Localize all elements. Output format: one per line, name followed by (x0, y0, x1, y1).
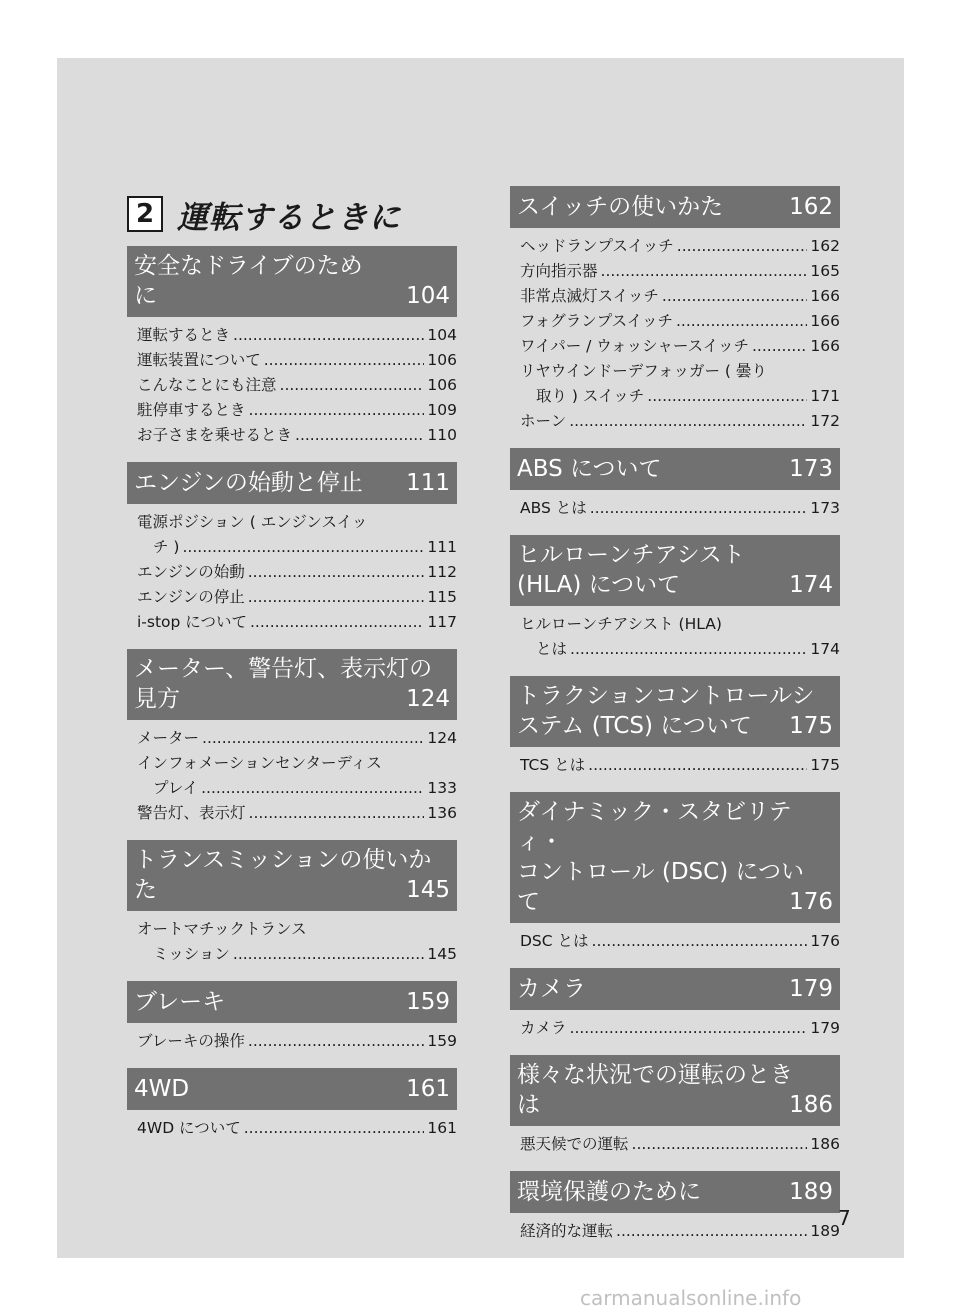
entry-page: 166 (810, 287, 840, 305)
section-title: ブレーキ (134, 989, 226, 1015)
dot-leader (588, 753, 807, 778)
chapter-heading (127, 192, 401, 236)
section-page: 189 (789, 1179, 833, 1205)
entry-label: ミッション (153, 945, 230, 963)
section-title-last-row (517, 1090, 833, 1120)
dot-leader (249, 398, 425, 423)
entry-label: 警告灯、表示灯 (137, 804, 246, 822)
entry-page: 104 (427, 326, 457, 344)
section-title-line: トラクションコントロールシ (517, 683, 815, 709)
entry-page: 145 (427, 945, 457, 963)
toc-entry[interactable] (520, 753, 840, 778)
section-entries (127, 1110, 457, 1141)
entry-label: エンジンの始動 (137, 563, 245, 581)
entry-label: 4WD について (137, 1119, 241, 1137)
section-entries (510, 747, 840, 778)
section-entries (510, 228, 840, 434)
section-title-last-row (517, 887, 833, 917)
entry-page: 166 (810, 312, 840, 330)
entry-page: 162 (810, 237, 840, 255)
toc-section (510, 448, 840, 521)
toc-section (510, 792, 840, 954)
entry-label: DSC とは (520, 932, 589, 950)
entry-continuation (137, 776, 457, 801)
section-heading[interactable] (127, 840, 457, 911)
section-title-line: は (517, 1092, 540, 1118)
section-page: 145 (406, 877, 450, 903)
section-entries (127, 317, 457, 448)
entry-page: 161 (427, 1119, 457, 1137)
entry-page: 110 (427, 426, 457, 444)
entry-label: ホーン (520, 412, 567, 430)
toc-section (510, 535, 840, 662)
section-title-line: コントロール (DSC) につい (517, 859, 805, 885)
section-title-line: メーター、警告灯、表示灯の (134, 656, 433, 682)
section-heading[interactable] (510, 676, 840, 747)
entry-page: 106 (427, 376, 457, 394)
chapter-number: 2 (127, 196, 163, 232)
entry-label: 電源ポジション ( エンジンスイッ (137, 513, 368, 531)
entry-page: 106 (427, 351, 457, 369)
toc-entry[interactable] (520, 234, 840, 259)
entry-page: 166 (810, 337, 840, 355)
toc-entry[interactable] (137, 801, 457, 826)
section-page: 162 (789, 194, 833, 220)
section-entries (127, 911, 457, 967)
entry-label: 駐停車するとき (137, 401, 246, 419)
dot-leader (280, 373, 425, 398)
entry-page: 189 (810, 1222, 840, 1240)
entry-page: 186 (810, 1135, 840, 1153)
entry-page: 115 (427, 588, 457, 606)
entry-page: 176 (810, 932, 840, 950)
toc-entry[interactable] (137, 323, 457, 348)
entry-label: 経済的な運転 (520, 1222, 614, 1240)
toc-entry[interactable] (520, 1219, 840, 1244)
toc-section (510, 968, 840, 1041)
section-entries (510, 1010, 840, 1041)
toc-entry[interactable] (137, 917, 457, 967)
section-title: 4WD (134, 1076, 190, 1102)
section-page: 104 (406, 283, 450, 309)
section-title: エンジンの始動と停止 (134, 470, 363, 496)
section-title-line: に (134, 283, 157, 309)
section-heading[interactable] (127, 649, 457, 720)
section-title-last-row (134, 684, 450, 714)
entry-page: 165 (810, 262, 840, 280)
entry-label: 運転装置について (137, 351, 261, 369)
dot-leader (592, 929, 808, 954)
section-heading[interactable] (127, 246, 457, 317)
toc-entry[interactable] (520, 1016, 840, 1041)
dot-leader (590, 496, 808, 521)
toc-section (127, 246, 457, 448)
entry-page: 117 (427, 613, 457, 631)
dot-leader (233, 323, 424, 348)
entry-page: 172 (810, 412, 840, 430)
entry-label: チ ) (153, 538, 180, 556)
dot-leader (233, 942, 425, 967)
entry-label: 悪天候での運転 (520, 1135, 629, 1153)
section-page: 161 (406, 1076, 450, 1102)
entry-label: ヘッドランプスイッチ (520, 237, 674, 255)
dot-leader (601, 259, 808, 284)
entry-label: i-stop について (137, 613, 247, 631)
entry-page: 112 (427, 563, 457, 581)
dot-leader (677, 234, 808, 259)
entry-label: インフォメーションセンターディス (137, 754, 382, 772)
section-page: 173 (789, 456, 833, 482)
toc-entry[interactable] (137, 398, 457, 423)
section-entries (510, 490, 840, 521)
dot-leader (248, 585, 425, 610)
dot-leader (249, 801, 425, 826)
section-title-line: 安全なドライブのため (134, 253, 363, 279)
entry-label: ヒルローンチアシスト (HLA) (520, 615, 722, 633)
dot-leader (182, 535, 424, 560)
entry-page: 111 (427, 538, 457, 556)
section-entries (510, 1126, 840, 1157)
entry-label: メーター (137, 729, 200, 747)
entry-page: 109 (427, 401, 457, 419)
entry-page: 136 (427, 804, 457, 822)
section-page: 179 (789, 976, 833, 1002)
section-title: ABS について (517, 456, 662, 482)
entry-continuation (520, 637, 840, 662)
entry-page: 133 (427, 779, 457, 797)
section-entries (510, 606, 840, 662)
toc-entry[interactable] (520, 259, 840, 284)
entry-label: 運転するとき (137, 326, 231, 344)
toc-entry[interactable] (137, 560, 457, 585)
watermark: carmanualsonline.info (580, 1286, 802, 1310)
entry-continuation (520, 384, 840, 409)
dot-leader (295, 423, 424, 448)
toc-section (510, 1055, 840, 1157)
section-heading[interactable] (127, 981, 457, 1023)
section-heading[interactable] (510, 1171, 840, 1213)
toc-entry[interactable] (520, 1132, 840, 1157)
entry-label: お子さまを乗せるとき (137, 426, 293, 444)
entry-label: フォグランプスイッチ (520, 312, 673, 330)
toc-entry[interactable] (520, 359, 840, 409)
entry-label: エンジンの停止 (137, 588, 245, 606)
dot-leader (244, 1116, 425, 1141)
section-title-last-row (517, 711, 833, 741)
dot-leader (570, 637, 807, 662)
section-heading[interactable] (510, 792, 840, 923)
section-heading[interactable] (510, 1055, 840, 1126)
section-title-line: トランスミッションの使いか (134, 847, 432, 873)
section-page: 175 (789, 713, 833, 739)
dot-leader (632, 1132, 808, 1157)
entry-label: こんなことにも注意 (137, 376, 277, 394)
dot-leader (250, 610, 424, 635)
toc-entry[interactable] (137, 510, 457, 560)
section-entries (510, 1213, 840, 1244)
section-page: 186 (789, 1092, 833, 1118)
toc-entry[interactable] (520, 496, 840, 521)
toc-entry[interactable] (137, 1029, 457, 1054)
section-entries (127, 1023, 457, 1054)
toc-entry[interactable] (137, 726, 457, 751)
entry-page: 124 (427, 729, 457, 747)
toc-entry[interactable] (137, 751, 457, 801)
entry-label: リヤウインドーデフォッガー ( 曇り (520, 362, 767, 380)
dot-leader (202, 726, 424, 751)
dot-leader (569, 409, 807, 434)
toc-entry[interactable] (520, 284, 840, 309)
left-column (127, 246, 457, 1155)
toc-section (510, 186, 840, 434)
dot-leader (647, 384, 807, 409)
toc-section (127, 981, 457, 1054)
entry-label: ワイパー / ウォッシャースイッチ (520, 337, 749, 355)
section-title-line: ステム (TCS) について (517, 713, 752, 739)
dot-leader (570, 1016, 808, 1041)
section-entries (127, 720, 457, 826)
chapter-title: 運転するときに (177, 199, 401, 236)
entry-label: 方向指示器 (520, 262, 598, 280)
section-title-last-row (134, 281, 450, 311)
entry-page: 179 (810, 1019, 840, 1037)
section-page: 174 (789, 572, 833, 598)
section-entries (510, 923, 840, 954)
toc-section (510, 676, 840, 778)
toc-entry[interactable] (520, 409, 840, 434)
entry-page: 174 (810, 640, 840, 658)
section-title-line: ヒルローンチアシスト (517, 542, 745, 568)
page-number: 7 (838, 1206, 851, 1230)
section-title-line: 見方 (134, 686, 180, 712)
entry-page: 173 (810, 499, 840, 517)
section-heading[interactable] (127, 1068, 457, 1110)
toc-entry[interactable] (137, 585, 457, 610)
dot-leader (248, 560, 425, 585)
toc-entry[interactable] (520, 929, 840, 954)
toc-entry[interactable] (520, 334, 840, 359)
toc-entry[interactable] (137, 373, 457, 398)
entry-page: 159 (427, 1032, 457, 1050)
section-title: 環境保護のために (517, 1179, 701, 1205)
toc-entry[interactable] (137, 610, 457, 635)
section-page: 124 (406, 686, 450, 712)
section-heading[interactable] (127, 462, 457, 504)
toc-section (127, 649, 457, 826)
toc-entry[interactable] (137, 423, 457, 448)
dot-leader (616, 1219, 807, 1244)
entry-label: ABS とは (520, 499, 587, 517)
toc-section (127, 1068, 457, 1141)
section-heading[interactable] (510, 968, 840, 1010)
section-title-line: た (134, 877, 157, 903)
entry-label: オートマチックトランス (137, 920, 307, 938)
entry-continuation (137, 942, 457, 967)
section-entries (127, 504, 457, 635)
toc-entry[interactable] (137, 348, 457, 373)
dot-leader (676, 309, 807, 334)
section-page: 111 (406, 470, 450, 496)
entry-label: 非常点滅灯スイッチ (520, 287, 659, 305)
toc-section (127, 462, 457, 635)
section-heading[interactable] (510, 448, 840, 490)
dot-leader (752, 334, 807, 359)
toc-section (127, 840, 457, 967)
entry-label: 取り ) スイッチ (536, 387, 645, 405)
entry-label: カメラ (520, 1019, 567, 1037)
dot-leader (662, 284, 808, 309)
entry-page: 171 (810, 387, 840, 405)
entry-page: 175 (810, 756, 840, 774)
toc-entry[interactable] (520, 309, 840, 334)
entry-label: TCS とは (520, 756, 586, 774)
dot-leader (248, 1029, 425, 1054)
entry-label: とは (536, 640, 568, 658)
section-page: 176 (789, 889, 833, 915)
section-page: 159 (406, 989, 450, 1015)
section-title-last-row (134, 875, 450, 905)
right-column (510, 186, 840, 1258)
section-title-last-row (517, 570, 833, 600)
toc-section (510, 1171, 840, 1244)
entry-label: ブレーキの操作 (137, 1032, 245, 1050)
dot-leader (264, 348, 425, 373)
toc-entry[interactable] (137, 1116, 457, 1141)
section-title-line: ダイナミック・スタビリティ・ (517, 799, 792, 855)
section-title-line: て (517, 889, 540, 915)
dot-leader (201, 776, 424, 801)
section-title: カメラ (517, 976, 586, 1002)
toc-entry[interactable] (520, 612, 840, 662)
section-heading[interactable] (510, 186, 840, 228)
section-title: スイッチの使いかた (517, 194, 724, 220)
section-title-line: 様々な状況での運転のとき (517, 1062, 793, 1088)
entry-label: プレイ (153, 779, 199, 797)
entry-continuation (137, 535, 457, 560)
section-title-line: (HLA) について (517, 572, 681, 598)
section-heading[interactable] (510, 535, 840, 606)
